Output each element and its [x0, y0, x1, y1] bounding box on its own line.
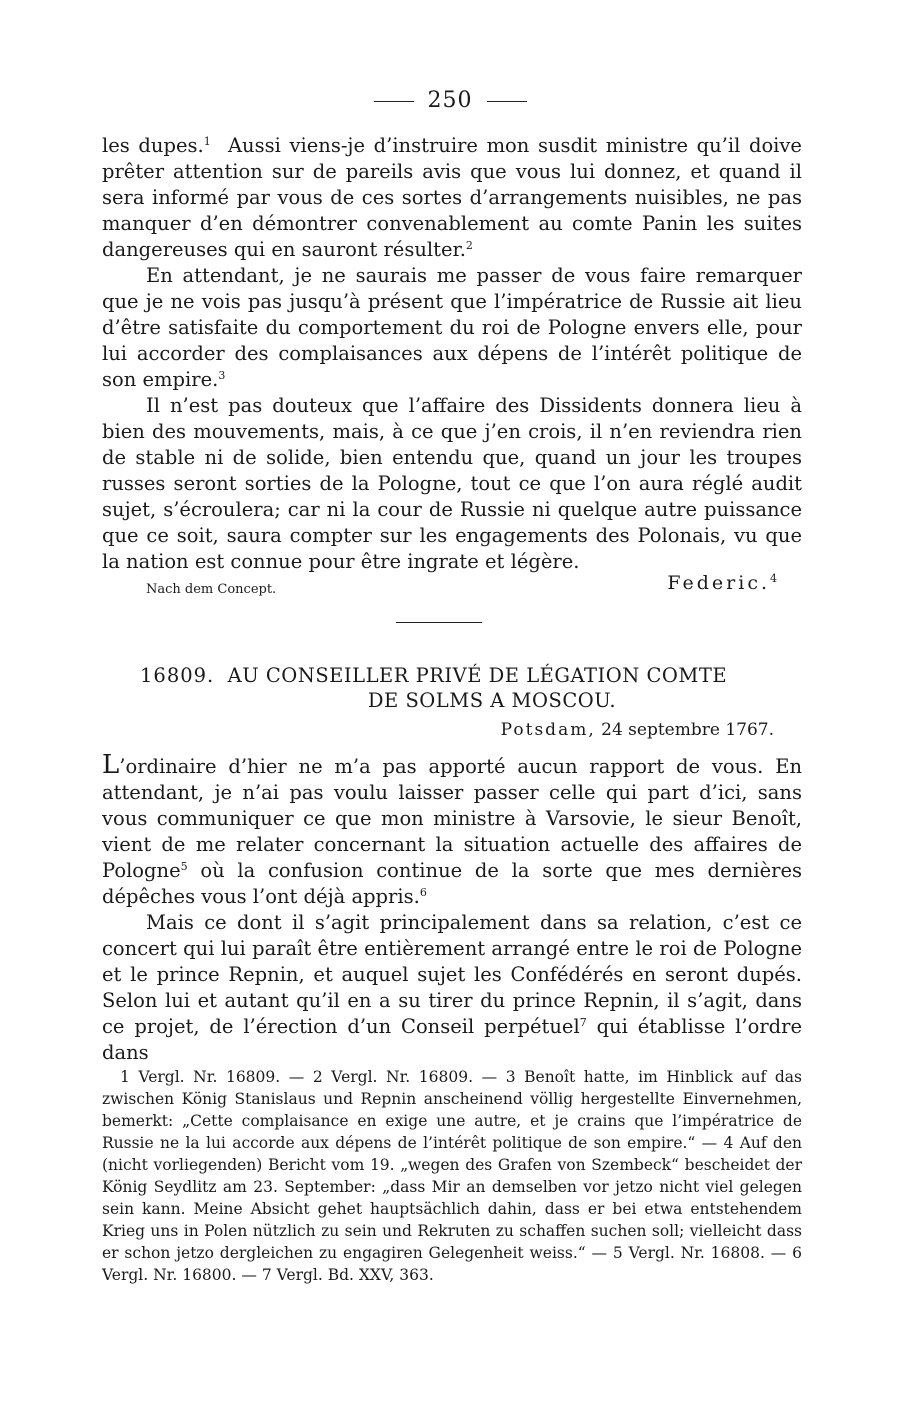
paragraph-3: Il n’est pas douteux que l’affaire des Dissidents donnera lieu à bien des mouvements, mais, à ce que j’en crois, il n’en reviendra rien de stable ni de solide, bien entendu que, quand un jour les troupes russes seront sorties de la Pologne, tout ce que l’on aura réglé audit sujet, s’écroulera; car ni la cour de Russie ni quelque autre puissance que ce soit, saura compter sur les engagements des Polonais, vu que la nation est connue pour être ingrate et légère.	[102, 394, 802, 573]
letter-number: 16809.	[140, 664, 215, 687]
footnote-5-marker: 5	[612, 1244, 623, 1262]
footnote-6: Vergl. Nr. 16800. —	[102, 1266, 257, 1284]
note-marker-7: 7	[579, 1016, 587, 1029]
page-header	[0, 88, 900, 113]
intro-text	[102, 133, 802, 575]
footnote-3: Benoît hatte, im Hinblick auf das zwischen König Stanislaus und Repnin anscheinend völlig hergestellte Einvernehmen, bemerkt: „Cette complaisance en exige une autre, et je crains que l’impératrice de Russie ne la lui accorde aux dépens de l’intérêt politique de son empire.“ —	[102, 1068, 802, 1152]
note-marker-4: 4	[770, 572, 780, 585]
footnote-5: Vergl. Nr. 16808. —	[628, 1244, 787, 1262]
header-dash-right	[487, 101, 527, 102]
note-marker-2: 2	[465, 239, 473, 252]
letter-text	[102, 752, 802, 1066]
paragraph-2: En attendant, je ne saurais me passer de vous faire remarquer que je ne vois pas jusqu’à présent que l’impératrice de Russie ait lieu d’être satisfaite du comportement du roi de Pologne envers elle, pour lui accorder des complaisances aux dépens de l’intérêt politique de son empire.$^3$	[102, 264, 802, 391]
signature: Federic.$^4$	[667, 572, 780, 594]
footnote-3-marker: 3	[505, 1068, 516, 1086]
letter-title-line2: DE SOLMS A MOSCOU.	[367, 689, 617, 712]
dropcap: L	[102, 750, 120, 780]
footnote-7: Vergl. Bd. XXV, 363.	[276, 1266, 434, 1284]
page-number: 250	[427, 88, 473, 113]
footnote-block	[102, 1066, 802, 1286]
section-separator	[396, 622, 482, 623]
dateline-date: 24 septembre 1767.	[601, 720, 774, 740]
note-marker-6: 6	[419, 886, 427, 899]
footnote-7-marker: 7	[261, 1266, 272, 1284]
letter-heading	[102, 663, 802, 713]
note-marker-1: 1	[203, 135, 211, 148]
footnotes	[102, 1066, 802, 1286]
footnote-1-marker: 1	[120, 1068, 130, 1086]
footnote-4: Auf den (nicht vorliegenden) Bericht vom 19. „wegen des Grafen von Szembeck“ bescheidet der König Seydlitz am 23. September: „dass Mir an demselben vor jetzo nicht viel gelegen sein kann. Meine Absicht gehet hauptsächlich dahin, dass er bei etwa entstehendem Krieg uns in Polen nützlich zu sein und Rekruten zu schaffen suchen soll; vielleicht dass er schon jetzo dergleichen zu engagiren Gelegenheit weiss.“ —	[102, 1134, 803, 1262]
concept-note: Nach dem Concept.	[146, 582, 277, 597]
letter-paragraph-2: Mais ce dont il s’agit principalement dans sa relation, c’est ce concert qui lui paraît être entièrement arrangé entre le roi de Pologne et le prince Repnin, et auquel sujet les Confédérés en seront dupés. Selon lui et autant qu’il en a su tirer du prince Repnin, il s’agit, dans ce projet, de l’érection d’un Conseil perpétuel$^7$ qui établisse l’ordre dans	[102, 911, 803, 1064]
note-marker-3: 3	[218, 369, 226, 382]
letter-title-line1: AU CONSEILLER PRIVÉ DE LÉGATION COMTE	[227, 664, 728, 687]
closing-row	[102, 572, 802, 602]
dateline	[501, 720, 774, 740]
paragraph-1: les dupes.$^1$ Aussi viens-je d’instruire mon susdit ministre qu’il doive prêter attention sur de pareils avis que vous lui donnez, et quand il sera informé par vous de ces sortes d’arrangements nuisibles, ne pas manquer d’en démontrer convenablement au comte Panin les suites dangereuses qui en sauront résulter.$^2$	[102, 134, 802, 261]
footnote-1: Vergl. Nr. 16809. —	[138, 1068, 305, 1086]
note-marker-5: 5	[180, 860, 188, 873]
letter-paragraph-1: L’ordinaire d’hier ne m’a pas apporté aucun rapport de vous. En attendant, je n’ai pas voulu laisser passer celle qui part d’ici, sans vous communiquer ce que mon ministre à Varsovie, le sieur Benoît, vient de me relater concernant la situation actuelle des affaires de Pologne$^5$ où la confusion continue de la sorte que mes dernières dépêches vous l’ont déjà appris.$^6$	[102, 750, 803, 908]
footnote-2-marker: 2	[312, 1068, 323, 1086]
footnote-6-marker: 6	[792, 1244, 802, 1262]
footnote-4-marker: 4	[723, 1134, 734, 1152]
header-dash-left	[374, 101, 414, 102]
dateline-place: Potsdam,	[500, 720, 596, 740]
footnote-2: Vergl. Nr. 16809. —	[331, 1068, 498, 1086]
